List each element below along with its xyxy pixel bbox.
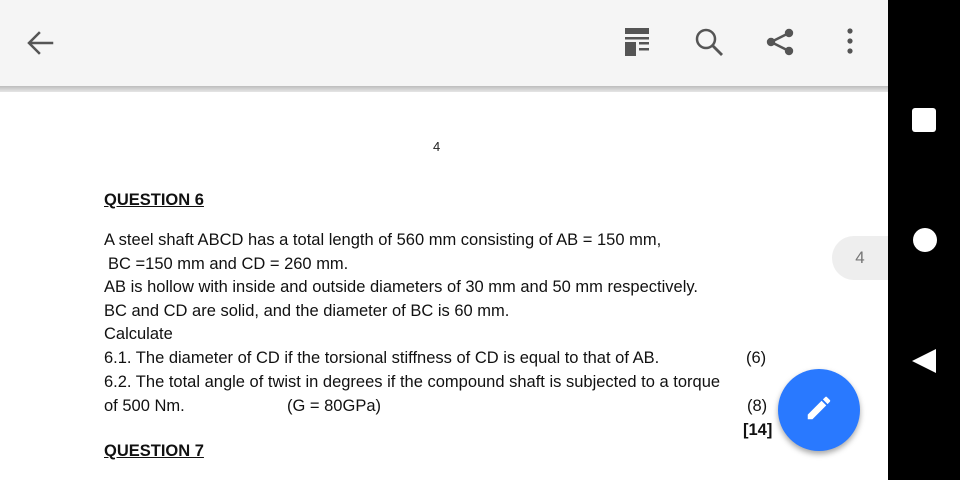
question-text-line: Calculate [104, 325, 173, 343]
share-icon[interactable] [764, 27, 796, 57]
edit-pencil-icon [804, 393, 834, 428]
navigation-bar [888, 0, 960, 480]
total-marks: [14] [743, 421, 773, 439]
modulus-note: (G = 80GPa) [287, 397, 381, 415]
back-triangle-icon[interactable] [910, 347, 938, 380]
more-vert-icon[interactable] [845, 27, 855, 57]
question-text-line: 6.2. The total angle of twist in degrees if the compound shaft is subjected to a torque [104, 373, 721, 391]
question-text-line: AB is hollow with inside and outside diameters of 30 mm and 50 mm respectively. [104, 278, 698, 296]
question-text-line: BC =150 mm and CD = 260 mm. [108, 255, 349, 273]
edit-button[interactable] [778, 369, 860, 451]
marks-6-2: (8) [747, 397, 768, 415]
arrow-left-icon[interactable] [24, 28, 56, 58]
question-text-line: of 500 Nm. [104, 397, 185, 415]
home-circle-icon[interactable] [912, 227, 938, 258]
recents-square-icon[interactable] [911, 107, 937, 138]
question-6-heading: QUESTION 6 [104, 191, 204, 209]
document-outline-icon[interactable] [624, 26, 650, 58]
question-7-heading: QUESTION 7 [104, 442, 204, 460]
search-icon[interactable] [694, 27, 724, 57]
question-text-line: BC and CD are solid, and the diameter of BC is 60 mm. [104, 302, 510, 320]
question-text-line: 6.1. The diameter of CD if the torsional stiffness of CD is equal to that of AB. [104, 349, 660, 367]
document-page-number: 4 [433, 139, 441, 154]
app-bar [0, 0, 888, 87]
marks-6-1: (6) [746, 349, 767, 367]
page-indicator[interactable]: 4 [832, 236, 888, 280]
question-text-line: A steel shaft ABCD has a total length of 560 mm consisting of AB = 150 mm, [104, 231, 662, 249]
